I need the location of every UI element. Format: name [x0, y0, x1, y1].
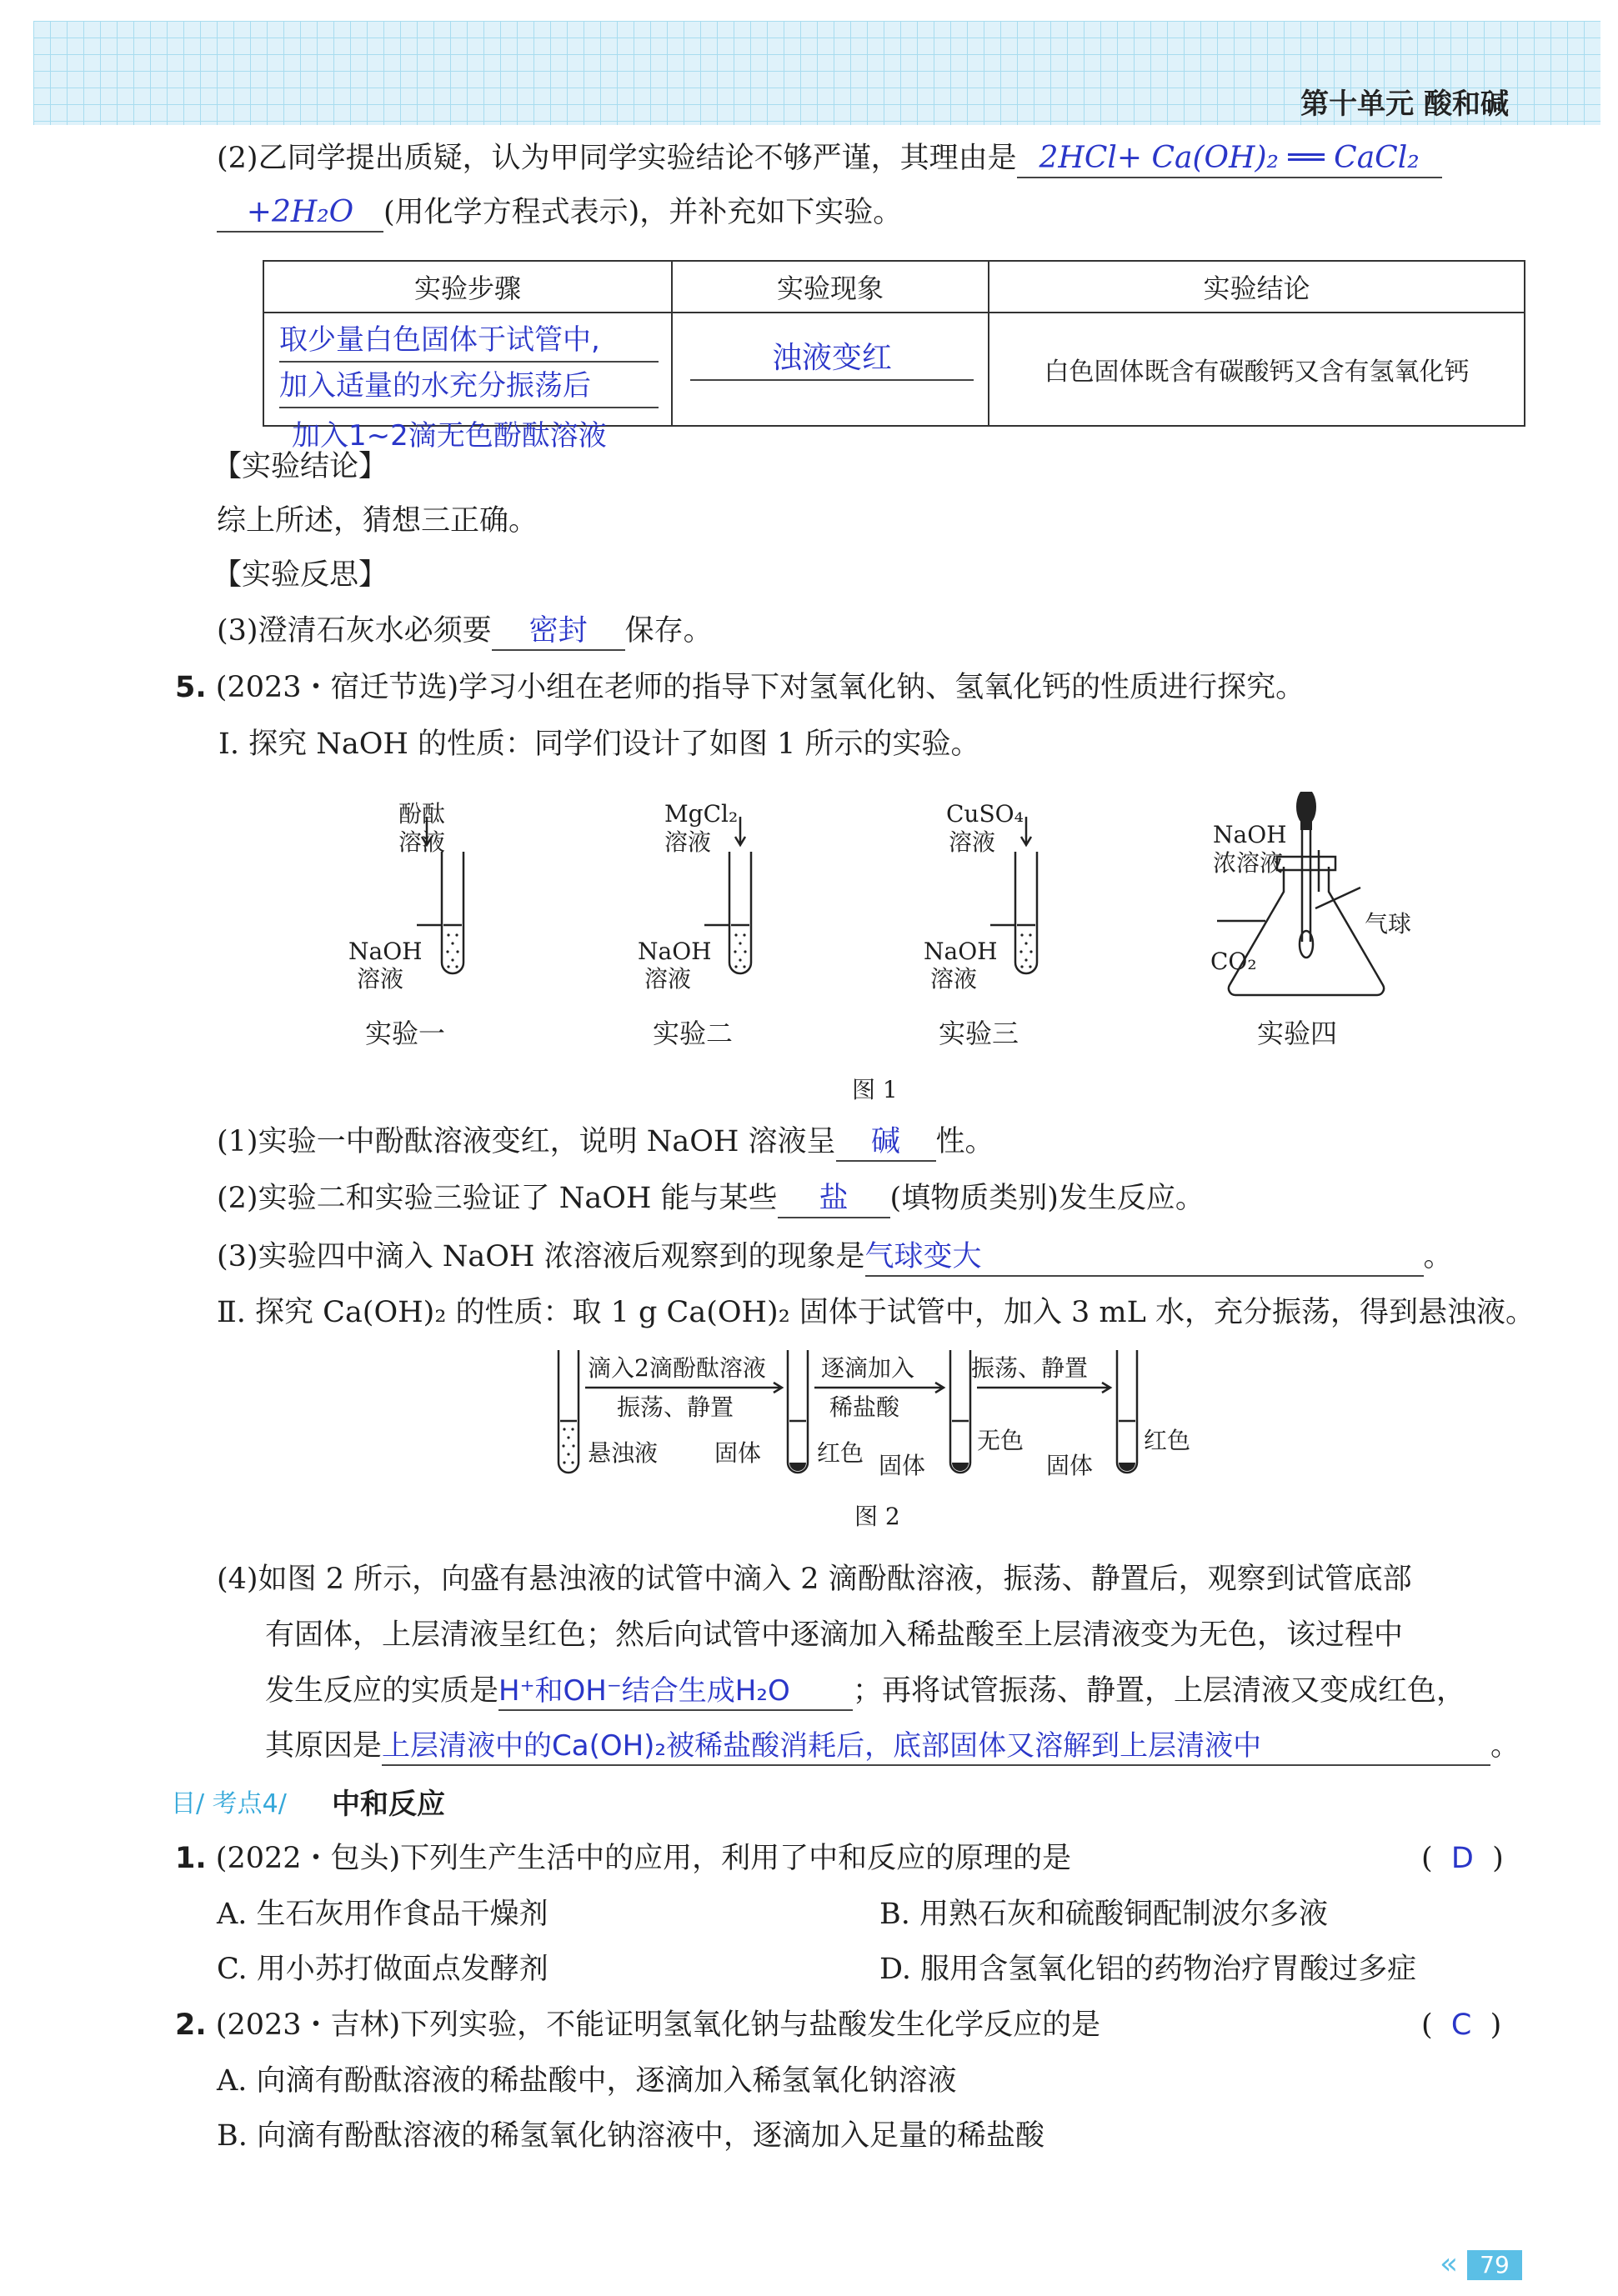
phenomenon-answer: 浊液变红 [690, 338, 974, 381]
balloon [1300, 931, 1313, 958]
q4-p3-line [217, 610, 713, 652]
page-arrows-icon: « [1440, 2247, 1459, 2281]
reagent-label-2a: MgCl₂ [664, 800, 739, 828]
table-header-cell: 实验步骤 [263, 261, 672, 313]
test-tube [442, 852, 463, 973]
fig2-step1-top: 滴入2滴酚酞溶液 [588, 1354, 766, 1382]
mc1-stem: (2022・包头)下列生产生活中的应用，利用了中和反应的原理的是 [215, 1842, 1072, 1875]
q5-s2-suffix: (填物质类别)发生反应。 [889, 1182, 1205, 1215]
process-arrow [977, 1383, 1110, 1393]
mc1-option: D. 服用含氢氧化铝的药物治疗胃酸过多症 [879, 1953, 1417, 1986]
q5-number: 5. [175, 671, 207, 704]
figure-1-title: 图 1 [852, 1076, 898, 1103]
fig2-solid-2: 固体 [879, 1452, 926, 1479]
mc1-answer: D [1450, 1842, 1474, 1875]
process-arrow [814, 1383, 944, 1393]
figure-2-title: 图 2 [854, 1503, 900, 1530]
fig2-step1-bottom: 振荡、静置 [617, 1393, 734, 1421]
dropper-bulb [1296, 792, 1316, 825]
q5-s1-line [217, 1121, 994, 1163]
mc2-answer: C [1450, 2008, 1472, 2042]
test-tube [788, 1350, 808, 1473]
reflection-heading: 【实验反思】 [213, 558, 388, 592]
test-tube [950, 1350, 970, 1473]
balloon-leader [1315, 888, 1360, 908]
q5-part1: Ⅰ. 探究 NaOH 的性质：同学们设计了如图 1 所示的实验。 [218, 728, 980, 761]
q5-s1-suffix: 性。 [935, 1125, 994, 1158]
table-cell-conclusion: 白色固体既含有碳酸钙又含有氢氧化钙 [989, 313, 1525, 426]
q4-p3-answer: 密封 [492, 613, 625, 651]
q4-p3-prefix: (3)澄清石灰水必须要 [217, 614, 492, 648]
naoh-label-3a: NaOH [924, 938, 998, 965]
reagent-label-1a: 酚酞 [398, 800, 446, 828]
process-arrow [585, 1383, 782, 1393]
q5-s2-prefix: (2)实验二和实验三验证了 NaOH 能与某些 [217, 1182, 778, 1215]
q5-s2-answer: 盐 [778, 1180, 890, 1218]
page-number: 79 [1467, 2250, 1522, 2280]
reagent-label-2b: 溶液 [664, 828, 712, 856]
mc1-stem-line [175, 1838, 1071, 1879]
fig2-suspension: 悬浊液 [588, 1439, 659, 1467]
q5-s4-answer1: H⁺和OH⁻结合生成H₂O [498, 1673, 853, 1711]
fig2-red-1: 红色 [817, 1439, 864, 1467]
mc1-option: A. 生石灰用作食品干燥剂 [217, 1898, 549, 1931]
q5-stem-line [175, 667, 1305, 708]
fig2-step2-top: 逐滴加入 [821, 1354, 915, 1382]
q5-s4-line1: (4)如图 2 所示，向盛有悬浊液的试管中滴入 2 滴酚酞溶液，振荡、静置后，观察到试管底部 [217, 1563, 1412, 1596]
caption-exp-1: 实验一 [365, 1018, 446, 1049]
q5-s4-line2: 有固体，上层清液呈红色；然后向试管中逐滴加入稀盐酸至上层清液变为无色，该过程中 [265, 1618, 1404, 1652]
q5-s3-answer: 气球变大 [865, 1238, 1424, 1277]
mc1-answer-bracket: ( D ) [1421, 1842, 1504, 1875]
q5-s3-suffix: 。 [1423, 1240, 1453, 1273]
q5-s4-line3-suffix: ；再将试管振荡、静置，上层清液又变成红色， [853, 1674, 1466, 1708]
mc1-number: 1. [175, 1842, 207, 1875]
q5-s1-prefix: (1)实验一中酚酞溶液变红，说明 NaOH 溶液呈 [217, 1125, 836, 1158]
q4-p3-suffix: 保存。 [624, 614, 713, 648]
q5-s3-prefix: (3)实验四中滴入 NaOH 浓溶液后观察到的现象是 [217, 1240, 865, 1273]
test-tube [1117, 1350, 1137, 1473]
mc2-number: 2. [175, 2008, 207, 2042]
naoh-label-2a: NaOH [638, 938, 712, 965]
q4-p2-text: (2)乙同学提出质疑，认为甲同学实验结论不够严谨，其理由是 [217, 142, 1017, 175]
q4-p2-line2 [217, 192, 902, 233]
mc1-option: C. 用小苏打做面点发酵剂 [217, 1953, 549, 1986]
q5-s4-line4-suffix: 。 [1490, 1729, 1520, 1763]
suspension-dots [562, 1428, 574, 1463]
step-line-1: 取少量白色固体于试管中, [279, 319, 659, 363]
step-line-3: 加入1~2滴无色酚酞溶液 [292, 419, 607, 453]
q5-s1-answer: 碱 [836, 1123, 936, 1162]
mc2-stem-line [175, 2004, 1100, 2046]
q4-p2-tail: (用化学方程式表示)，并补充如下实验。 [383, 196, 903, 229]
fig2-solid-3: 固体 [1046, 1452, 1094, 1479]
q4-p2-answer-b: +2H₂O [217, 194, 383, 233]
mc2-option: B. 向滴有酚酞溶液的稀氢氧化钠溶液中，逐滴加入足量的稀盐酸 [217, 2119, 1044, 2153]
naoh-label-1a: NaOH [348, 938, 423, 965]
reagent-label-1b: 溶液 [398, 828, 446, 856]
naoh-label-3b: 溶液 [930, 965, 978, 993]
q5-s4-line3 [265, 1670, 1465, 1712]
q5-s4-answer2: 上层清液中的Ca(OH)₂被稀盐酸消耗后，底部固体又溶解到上层清液中 [382, 1728, 1490, 1766]
balloon-label: 气球 [1365, 910, 1412, 938]
table-header-row [263, 261, 1525, 313]
kaodian-title: 中和反应 [332, 1788, 445, 1821]
conclusion-text: 综上所述，猜想三正确。 [217, 504, 538, 538]
reagent-label-3b: 溶液 [949, 828, 996, 856]
fig2-step2-bottom: 稀盐酸 [829, 1393, 900, 1421]
caption-exp-4: 实验四 [1257, 1018, 1338, 1049]
q5-part2: Ⅱ. 探究 Ca(OH)₂ 的性质：取 1 g Ca(OH)₂ 固体于试管中，加入 3 mL 水，充分振荡，得到悬浊液。 [217, 1296, 1535, 1329]
kaodian-tag: 目/ 考点4/ [171, 1789, 287, 1818]
step-line-2: 加入适量的水充分振荡后 [279, 365, 659, 408]
mc2-answer-bracket: ( C ) [1421, 2008, 1502, 2042]
test-tube [729, 852, 751, 973]
q4-p2-answer-a: 2HCl+ Ca(OH)₂ ══ CaCl₂ [1017, 140, 1442, 178]
q5-s3-line [217, 1236, 1453, 1278]
caption-exp-2: 实验二 [653, 1018, 734, 1049]
q5-s4-line4-prefix: 其原因是 [265, 1729, 383, 1763]
q5-s4-line4 [265, 1725, 1520, 1767]
table-header-cell: 实验结论 [989, 261, 1525, 313]
q5-stem: (2023・宿迁节选)学习小组在老师的指导下对氢氧化钠、氢氧化钙的性质进行探究。 [215, 671, 1305, 704]
co2-label: CO₂ [1210, 948, 1257, 975]
fig2-colorless: 无色 [977, 1427, 1024, 1454]
table-header-cell: 实验现象 [672, 261, 989, 313]
caption-exp-3: 实验三 [939, 1018, 1019, 1049]
conclusion-heading: 【实验结论】 [213, 450, 388, 483]
q5-s4-line3-prefix: 发生反应的实质是 [265, 1674, 499, 1708]
rubber-stopper [1277, 857, 1335, 870]
reagent-label-3a: CuSO₄ [946, 800, 1024, 828]
naoh-conc-label-a: NaOH [1213, 821, 1287, 848]
naoh-label-2b: 溶液 [644, 965, 692, 993]
fig2-solid-1: 固体 [714, 1439, 762, 1467]
naoh-label-1b: 溶液 [357, 965, 404, 993]
dropper-neck [1300, 822, 1312, 830]
naoh-conc-label-b: 浓溶液 [1213, 849, 1284, 877]
q4-p2-line [217, 138, 1442, 179]
unit-title: 第十单元 酸和碱 [1300, 88, 1509, 121]
mc2-stem: (2023・吉林)下列实验，不能证明氢氧化钠与盐酸发生化学反应的是 [215, 2008, 1101, 2042]
q5-s2-line [217, 1178, 1205, 1219]
fig2-red-2: 红色 [1144, 1427, 1191, 1454]
mc1-option: B. 用熟石灰和硫酸铜配制波尔多液 [879, 1898, 1328, 1931]
test-tube [1015, 852, 1037, 973]
fig2-step3-top: 振荡、静置 [971, 1354, 1089, 1382]
mc2-option: A. 向滴有酚酞溶液的稀盐酸中，逐滴加入稀氢氧化钠溶液 [217, 2064, 957, 2098]
